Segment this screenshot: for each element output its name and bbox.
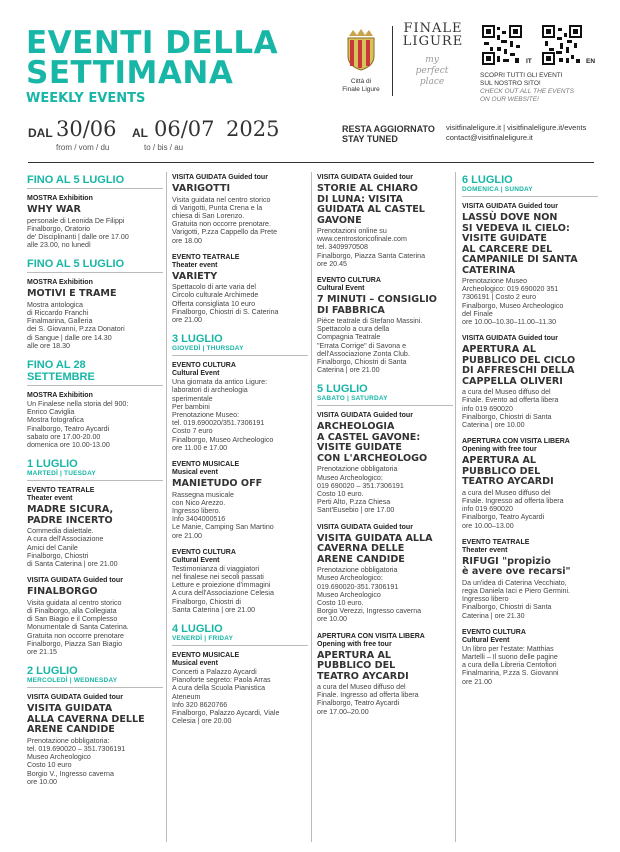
event-description: Pièce teatrale di Stefano Massini. Spettacolo a cura della Compagnia Teatrale "Errata Corrige" di Savona e dell'Associazione Zonta Club. Finalborgo, Chiostri di Santa Caterina | ore 21.00 xyxy=(317,317,423,375)
date-range xyxy=(28,117,298,157)
event-description: Da un'idea di Caterina Vecchiato, regia Daniela Iaci e Piero Germini. Ingresso libero Finalborgo, Chiostri di Santa Caterina | ore 21.30 xyxy=(462,578,571,620)
event-item xyxy=(172,549,308,614)
event-description: Prenotazione obbligatoria: tel. 019.690020 – 351.7306191 Museo Archeologico Costo 10 euro Borgio V., Ingresso caverna ore 10.00 xyxy=(27,736,126,786)
event-day: DOMENICA | SUNDAY xyxy=(462,186,533,193)
event-description: a cura del Museo diffuso del Finale. Evento ad offerta libera info 019 690020 Finalborgo, Chiostri di Santa Caterina | ore 10.00 xyxy=(462,388,559,430)
event-title: VARIGOTTI xyxy=(172,183,231,194)
date-divider xyxy=(317,405,453,406)
column-divider xyxy=(455,172,456,842)
brand-logo xyxy=(399,22,467,48)
event-item xyxy=(317,633,453,716)
date-divider xyxy=(27,272,163,273)
event-day: MARTEDÌ | TUESDAY xyxy=(27,470,96,478)
event-title: APERTURA AL PUBBLICO DEL TEATRO AYCARDI xyxy=(462,455,554,488)
qr-code-en-icon[interactable] xyxy=(542,25,582,65)
events-column-2 xyxy=(172,174,308,734)
event-item xyxy=(172,254,308,325)
dal-label: DAL xyxy=(28,126,53,140)
event-description: Spettacolo di arte varia del Circolo culturale Archimede Offerta consigliata 10 euro Finalborgo, Chiostri di S. Caterina ore 21.00 xyxy=(172,283,279,325)
event-description: Visita guidata al centro storico di Finalborgo, alla Collegiata di San Biagio e il Complesso Monumentale di Santa Caterina. Gratuita non occorre prenotare Finalborgo, Piazza San Biagio ore 21.15 xyxy=(27,598,129,656)
event-day: MERCOLEDÌ | WEDNESDAY xyxy=(27,677,118,685)
al-label: AL xyxy=(132,126,148,140)
year: 2025 xyxy=(226,117,280,141)
event-description: a cura del Museo diffuso del Finale. Ingresso ad offerta libera info 019 690020 Finalborgo, Teatro Aycardi ore 10.00–13.00 xyxy=(462,488,564,530)
event-title: LASSÙ DOVE NON SI VEDEVA IL CIELO: VISITE GUIDATE AL CARCERE DEL CAMPANILE DI SANTA CATERINA xyxy=(462,212,578,276)
qr-note-en: CHECK OUT ALL THE EVENTS ON OUR WEBSITE! xyxy=(480,88,574,103)
date-divider xyxy=(27,480,163,481)
event-item xyxy=(462,438,598,530)
date-divider xyxy=(27,385,163,386)
event-date: 6 LUGLIO xyxy=(462,174,513,186)
date-divider xyxy=(27,188,163,189)
event-title: STORIE AL CHIARO DI LUNA: VISITA GUIDATA AL CASTEL GAVONE xyxy=(317,183,425,226)
logo-divider xyxy=(392,26,393,96)
column-divider xyxy=(311,172,312,842)
event-date: 3 LUGLIO xyxy=(172,333,223,346)
event-category: VISITA GUIDATA Guided tour xyxy=(462,203,558,210)
event-day: GIOVEDÌ | THURSDAY xyxy=(172,345,244,353)
event-category: EVENTO CULTURA Cultural Event xyxy=(172,362,236,378)
event-item xyxy=(27,458,163,568)
events-column-4 xyxy=(462,174,598,695)
qr-code-it-icon[interactable] xyxy=(482,25,522,65)
event-item xyxy=(27,258,163,350)
event-date: FINO AL 5 LUGLIO xyxy=(27,258,125,271)
event-date: 5 LUGLIO xyxy=(317,383,368,396)
event-title: RIFUGI "propizio è avere ove recarsi" xyxy=(462,555,571,578)
event-title: APERTURA AL PUBBLICO DEL CICLO DI AFFRESCHI DELLA CAPPELLA OLIVERI xyxy=(462,344,576,387)
coat-of-arms-icon xyxy=(343,26,379,72)
event-category: EVENTO CULTURA Cultural Event xyxy=(172,548,236,564)
event-title: MOTIVI E TRAME xyxy=(27,288,117,300)
event-date: 2 LUGLIO xyxy=(27,665,78,678)
event-title: VISITA GUIDATA ALLA CAVERNA DELLE ARENE CANDIDE xyxy=(317,532,433,565)
event-description: Prenotazione obbligatoria Museo Archeologico: 019.690020-351.7306191 Museo Archeologico Costo 10 euro. Borgio Verezzi, Ingresso caverna ore 10.00 xyxy=(317,566,422,624)
event-category: EVENTO TEATRALE Theater event xyxy=(172,253,240,269)
event-title: WHY WAR xyxy=(27,204,81,215)
event-description: Prenotazione Museo Archeologico: 019 690020 351 7306191 | Costo 2 euro Finalborgo, Museo Archeologico del Finale ore 10.00–10.30–11.00–11.30 xyxy=(462,277,564,327)
event-title: FINALBORGO xyxy=(27,586,98,598)
event-date: FINO AL 5 LUGLIO xyxy=(27,174,125,186)
event-item xyxy=(27,359,163,449)
events-column-1 xyxy=(27,174,163,795)
event-category: VISITA GUIDATA Guided tour xyxy=(172,174,268,181)
event-day: VENERDÌ | FRIDAY xyxy=(172,635,234,642)
event-item xyxy=(172,333,308,452)
event-item xyxy=(317,277,453,374)
event-description: Prenotazioni online su www.centrostoricofinale.com tel. 3409970508 Finalborgo, Piazza Santa Caterina ore 20.45 xyxy=(317,227,426,268)
event-day: SABATO | SATURDAY xyxy=(317,395,388,403)
event-item xyxy=(27,665,163,786)
event-description: personale di Leonida De Filippi Finalborgo, Oratorio de' Disciplinanti | dalle ore 17.00 alle 23.00, no lunedì xyxy=(27,216,129,250)
event-category: EVENTO TEATRALE Theater event xyxy=(462,538,530,554)
qr-it-label: IT xyxy=(526,58,532,65)
from-date: 30/06 xyxy=(56,117,117,141)
event-category: EVENTO CULTURA Cultural Event xyxy=(462,628,526,644)
event-title: VISITA GUIDATA ALLA CAVERNA DELLE ARENE CANDIDE xyxy=(27,703,145,736)
event-title: 7 MINUTI – CONSIGLIO DI FABBRICA xyxy=(317,294,437,316)
qr-en-label: EN xyxy=(586,58,596,65)
header-divider xyxy=(28,162,594,163)
event-item xyxy=(172,461,308,540)
event-title: ARCHEOLOGIA A CASTEL GAVONE: VISITE GUIDATE CON L'ARCHEOLOGO xyxy=(317,421,428,464)
event-description: Rassegna musicale con Nico Arezzo. Ingresso libero. Info 3404000516 Le Manie, Camping San Martino ore 21.00 xyxy=(172,490,274,540)
event-description: Un libro per l'estate: Matthias Martelli – Il suono delle pagine a cura della Libreria Centofiori Finalmarina, P.zza S. Giovanni ore 21.00 xyxy=(462,644,559,686)
brand-tagline: my perfect place xyxy=(415,55,449,87)
page-title xyxy=(26,25,279,91)
to-label: to / bis / au xyxy=(144,143,184,152)
event-category: APERTURA CON VISITA LIBERA Opening with free tour xyxy=(317,632,425,648)
event-description: Commedia dialettale. A cura dell'Associazione Amici del Canile Finalborgo, Chiostri di Santa Caterina | ore 21.00 xyxy=(27,527,118,569)
from-label: from / vom / du xyxy=(56,143,110,152)
to-date: 06/07 xyxy=(154,117,215,141)
event-item xyxy=(27,577,163,656)
event-title: VARIETY xyxy=(172,270,218,282)
qr-note xyxy=(480,72,600,104)
stay-tuned-label: RESTA AGGIORNATO STAY TUNED xyxy=(342,124,435,144)
event-item xyxy=(172,174,308,245)
event-category: MOSTRA Exhibition xyxy=(27,392,93,400)
event-category: VISITA GUIDATA Guided tour xyxy=(27,694,123,702)
event-description: Prenotazione obbligatoria Museo Archeologico: 019 690020 – 351.7306191 Costo 10 euro. Perti Alto, P.zza Chiesa Sant'Eusebio | ore 17.00 xyxy=(317,465,404,515)
event-item xyxy=(462,335,598,429)
event-category: VISITA GUIDATA Guided tour xyxy=(462,335,558,343)
event-description: Una giornata da antico Ligure: laboratori di archeologia sperimentale Per bambini Prenotazione Museo: tel. 019.690020/351.7306191 Costo 7 euro Finalborgo, Museo Archeologico ore 11.00 e 17.00 xyxy=(172,378,274,452)
event-category: APERTURA CON VISITA LIBERA Opening with free tour xyxy=(462,438,570,454)
title-line-1: EVENTI DELLA xyxy=(26,25,279,61)
contact-links[interactable]: visitfinaleligure.it | visitfinaleligure.it/events contact@visitfinaleligure.it xyxy=(446,123,587,142)
event-item xyxy=(317,524,453,624)
date-divider xyxy=(27,687,163,688)
brand-line-1: FINALE xyxy=(403,21,463,36)
city-caption: Città di Finale Ligure xyxy=(342,78,380,93)
event-description: Testimonianza di viaggiatori nel finalese nei secoli passati Letture e proiezione d'immagini A cura dell'Associazione Celesia Finalborgo, Chiostri di Santa Caterina | ore 21.00 xyxy=(172,564,274,614)
page-subtitle: WEEKLY EVENTS xyxy=(26,91,146,106)
event-category: EVENTO MUSICALE Musical event xyxy=(172,461,240,477)
event-title: MADRE SICURA, PADRE INCERTO xyxy=(27,504,114,526)
event-item xyxy=(172,623,308,725)
event-description: Visita guidata nel centro storico di Varigotti, Punta Crena e la chiesa di San Lorenzo. Gratuita non occorre prenotare. Varigotti, P.zza Cappello da Prete ore 18.00 xyxy=(172,195,278,245)
event-category: MOSTRA Exhibition xyxy=(27,279,93,287)
event-date: 1 LUGLIO xyxy=(27,458,78,471)
event-item xyxy=(462,539,598,620)
event-category: MOSTRA Exhibition xyxy=(27,195,93,202)
column-divider xyxy=(166,172,167,842)
qr-note-it: SCOPRI TUTTI GLI EVENTI SUL NOSTRO SITO! xyxy=(480,72,563,87)
date-divider xyxy=(172,645,308,646)
date-divider xyxy=(172,355,308,356)
event-date: FINO AL 28 SETTEMBRE xyxy=(27,359,95,384)
event-description: Un Finalese nella storia del 900: Enrico Caviglia Mostra fotografica Finalborgo, Teatro Aycardi sabato ore 17.00-20.00 domenica ore 10.00-13.00 xyxy=(27,400,129,450)
event-item xyxy=(462,629,598,686)
event-title: APERTURA AL PUBBLICO DEL TEATRO AYCARDI xyxy=(317,649,409,682)
event-category: EVENTO TEATRALE Theater event xyxy=(27,487,95,503)
event-title: MANIETUDO OFF xyxy=(172,478,263,490)
event-category: EVENTO CULTURA Cultural Event xyxy=(317,277,381,293)
event-date: 4 LUGLIO xyxy=(172,623,223,635)
events-column-3 xyxy=(317,174,453,725)
event-category: VISITA GUIDATA Guided tour xyxy=(317,174,413,181)
event-item xyxy=(462,174,598,326)
event-description: a cura del Museo diffuso del Finale. Ingresso ad offerta libera Finalborgo, Teatro Aycardi ore 17.00–20.00 xyxy=(317,683,419,716)
event-category: EVENTO MUSICALE Musical event xyxy=(172,652,240,667)
title-line-2: SETTIMANA xyxy=(26,55,234,91)
event-item xyxy=(27,174,163,249)
event-item xyxy=(317,174,453,268)
date-divider xyxy=(462,196,598,197)
event-description: Mostra antologica di Riccardo Franchi Finalmarina, Galleria dei S. Giovanni, P.zza Donatori di Sangue | dalle ore 14.30 alle ore 18.30 xyxy=(27,300,125,350)
event-category: VISITA GUIDATA Guided tour xyxy=(27,577,123,585)
brand-line-2: LIGURE xyxy=(402,34,464,49)
event-description: Concerti a Palazzo Aycardi Pianoforte segreto: Paola Arras A cura della Scuola Pianistica Ateneum Info 320 8620766 Finalborgo, Palazzo Aycardi, Viale Celesia | ore 20.00 xyxy=(172,668,280,726)
event-category: VISITA GUIDATA Guided tour xyxy=(317,523,413,531)
event-item xyxy=(317,383,453,514)
event-category: VISITA GUIDATA Guided tour xyxy=(317,412,413,420)
